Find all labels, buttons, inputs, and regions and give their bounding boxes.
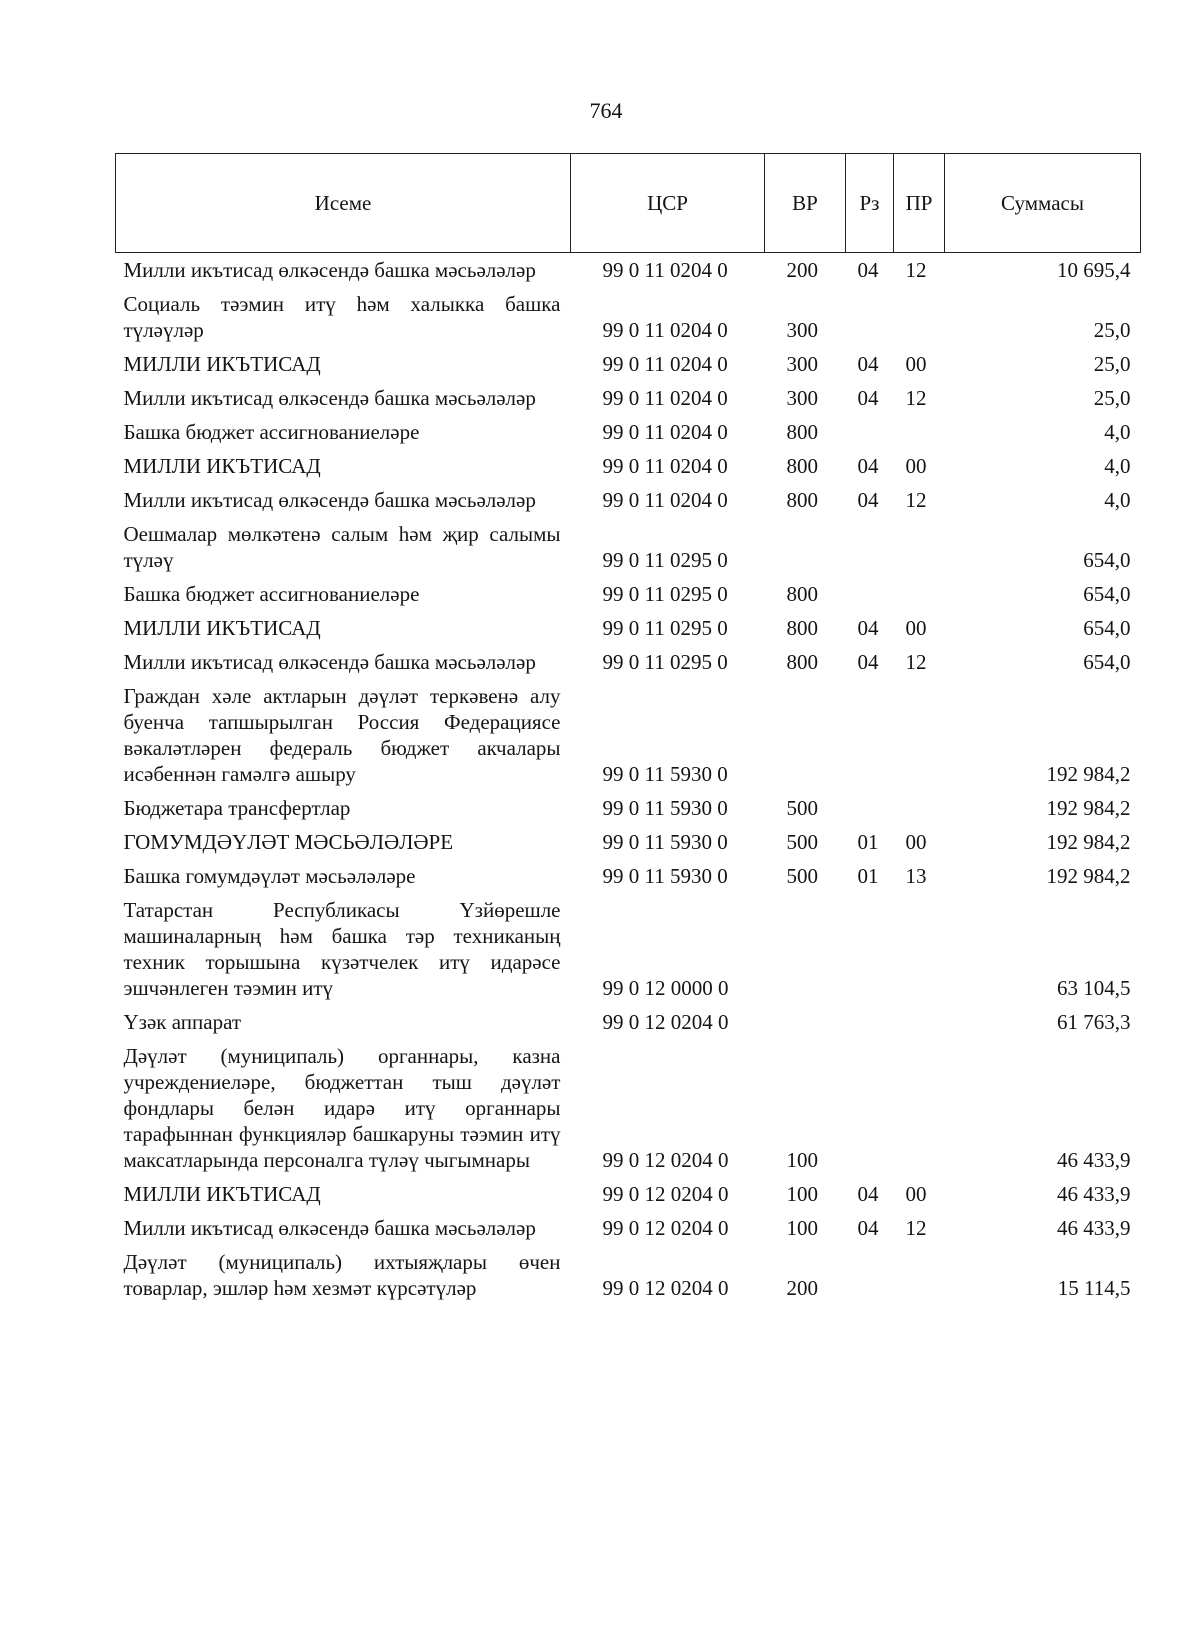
row-name: Социаль тәэмин итү һәм халыкка башка түләүләр	[123, 292, 561, 342]
row-pr	[894, 895, 945, 1007]
table-row	[116, 579, 1141, 613]
row-csr: 99 0 11 5930 0	[602, 864, 728, 888]
row-pr	[894, 793, 945, 827]
row-csr: 99 0 11 0295 0	[602, 616, 728, 640]
row-rz: 01	[857, 830, 879, 854]
row-vr: 300	[786, 318, 818, 342]
row-name: Дәүләт (муниципаль) органнары, казна учреждениеләре, бюджеттан тыш дәүләт фондлары белән идарә итү органнары тарафыннан функцияләр башкаруны тәэмин итү максатларында персоналга түләү чыгымнары	[123, 1044, 561, 1172]
table-row	[116, 383, 1141, 417]
row-csr: 99 0 11 0295 0	[602, 582, 728, 606]
row-pr: 12	[905, 650, 927, 674]
row-rz	[846, 417, 894, 451]
table-row	[116, 519, 1141, 579]
row-rz	[846, 793, 894, 827]
row-pr: 00	[905, 616, 927, 640]
row-pr	[894, 681, 945, 793]
row-vr	[765, 681, 846, 793]
header-name: Исеме	[116, 154, 571, 253]
row-vr: 800	[786, 616, 818, 640]
row-name: Башка гомумдәүләт мәсьәләләре	[123, 864, 416, 888]
row-csr: 99 0 11 5930 0	[602, 796, 728, 820]
row-vr: 200	[786, 1276, 818, 1300]
row-name: МИЛЛИ ИКЪТИСАД	[123, 1182, 321, 1206]
page-number: 764	[589, 98, 623, 123]
row-sum: 46 433,9	[1057, 1148, 1131, 1172]
row-rz	[846, 895, 894, 1007]
table-row	[116, 793, 1141, 827]
header-csr: ЦСР	[571, 154, 765, 253]
table-row	[116, 647, 1141, 681]
row-vr: 800	[786, 454, 818, 478]
row-name: Милли икътисад өлкәсендә башка мәсьәләләр	[123, 386, 536, 410]
row-vr: 300	[786, 386, 818, 410]
row-sum: 25,0	[1093, 386, 1131, 410]
row-csr: 99 0 11 0204 0	[602, 318, 728, 342]
row-pr: 12	[905, 1216, 927, 1240]
row-pr: 13	[905, 864, 927, 888]
row-csr: 99 0 11 0204 0	[602, 454, 728, 478]
row-rz: 04	[857, 650, 879, 674]
row-pr: 00	[905, 830, 927, 854]
row-rz	[846, 1041, 894, 1179]
row-vr: 800	[786, 650, 818, 674]
row-vr: 500	[786, 796, 818, 820]
row-name: Бюджетара трансфертлар	[123, 796, 351, 820]
row-pr: 12	[905, 386, 927, 410]
row-sum: 654,0	[1083, 582, 1131, 606]
table-row	[116, 1007, 1141, 1041]
table-row	[116, 1179, 1141, 1213]
row-vr: 100	[786, 1216, 818, 1240]
row-vr: 100	[786, 1182, 818, 1206]
row-csr: 99 0 11 0295 0	[602, 650, 728, 674]
row-name: Дәүләт (муниципаль) ихтыяҗлары өчен товарлар, эшләр һәм хезмәт күрсәтүләр	[123, 1250, 561, 1300]
table-header-row	[116, 154, 1141, 253]
row-rz: 04	[857, 1182, 879, 1206]
table-row	[116, 485, 1141, 519]
table-row	[116, 451, 1141, 485]
row-csr: 99 0 12 0204 0	[602, 1276, 729, 1300]
row-csr: 99 0 11 0204 0	[602, 352, 728, 376]
row-sum: 15 114,5	[1057, 1276, 1131, 1300]
row-sum: 25,0	[1093, 318, 1131, 342]
table-row	[116, 1041, 1141, 1179]
header-vr: ВР	[765, 154, 846, 253]
row-csr: 99 0 11 0204 0	[602, 258, 728, 282]
row-rz: 04	[857, 386, 879, 410]
row-sum: 4,0	[1104, 420, 1131, 444]
row-name: Татарстан Республикасы Үзйөрешле машиналарның һәм башка тәр техниканың техник торышына күзәтчелек итү идарәсе эшчәнлеген тәэмин итү	[123, 898, 561, 1000]
row-pr	[894, 289, 945, 349]
row-name: Башка бюджет ассигнованиеләре	[123, 420, 420, 444]
row-pr: 00	[905, 454, 927, 478]
row-vr: 800	[786, 420, 818, 444]
row-vr: 300	[786, 352, 818, 376]
row-name: МИЛЛИ ИКЪТИСАД	[123, 616, 321, 640]
row-vr	[765, 519, 846, 579]
row-sum: 192 984,2	[1046, 830, 1131, 854]
row-csr: 99 0 12 0204 0	[602, 1216, 729, 1240]
table-row	[116, 827, 1141, 861]
row-sum: 654,0	[1083, 650, 1131, 674]
row-pr: 00	[905, 1182, 927, 1206]
row-name: Милли икътисад өлкәсендә башка мәсьәләләр	[123, 258, 536, 282]
row-rz: 04	[857, 616, 879, 640]
row-rz: 04	[857, 454, 879, 478]
row-rz: 01	[857, 864, 879, 888]
row-sum: 25,0	[1093, 352, 1131, 376]
row-name: Башка бюджет ассигнованиеләре	[123, 582, 420, 606]
row-pr	[894, 519, 945, 579]
table-row	[116, 895, 1141, 1007]
row-rz	[846, 1007, 894, 1041]
header-rz: Рз	[846, 154, 894, 253]
row-name: Граждан хәле актларын дәүләт теркәвенә алу буенча тапшырылган Россия Федерациясе вәкаләтләрен федераль бюджет акчалары исәбеннән гамәлгә ашыру	[123, 684, 561, 786]
row-rz	[846, 1247, 894, 1307]
row-csr: 99 0 12 0204 0	[602, 1010, 729, 1034]
row-csr: 99 0 12 0000 0	[602, 976, 729, 1000]
row-vr: 800	[786, 582, 818, 606]
row-rz: 04	[857, 352, 879, 376]
row-sum: 4,0	[1104, 488, 1131, 512]
row-vr	[765, 1007, 846, 1041]
header-sum: Суммасы	[945, 154, 1141, 253]
header-pr: ПР	[894, 154, 945, 253]
row-vr: 500	[786, 830, 818, 854]
row-sum: 192 984,2	[1046, 762, 1131, 786]
row-sum: 4,0	[1104, 454, 1131, 478]
row-sum: 61 763,3	[1057, 1010, 1131, 1034]
row-vr: 800	[786, 488, 818, 512]
table-row	[116, 1213, 1141, 1247]
row-rz: 04	[857, 1216, 879, 1240]
row-name: МИЛЛИ ИКЪТИСАД	[123, 454, 321, 478]
row-csr: 99 0 11 0204 0	[602, 386, 728, 410]
row-pr	[894, 1041, 945, 1179]
row-name: Оешмалар мөлкәтенә салым һәм җир салымы түләү	[123, 522, 561, 572]
row-sum: 192 984,2	[1046, 864, 1131, 888]
row-sum: 63 104,5	[1057, 976, 1131, 1000]
row-name: Үзәк аппарат	[123, 1010, 242, 1034]
row-rz: 04	[857, 258, 879, 282]
row-csr: 99 0 11 0295 0	[602, 548, 728, 572]
row-rz	[846, 579, 894, 613]
row-csr: 99 0 11 0204 0	[602, 420, 728, 444]
row-sum: 654,0	[1083, 616, 1131, 640]
row-sum: 46 433,9	[1057, 1182, 1131, 1206]
row-pr	[894, 1247, 945, 1307]
row-pr	[894, 417, 945, 451]
row-vr: 100	[786, 1148, 818, 1172]
table-row	[116, 681, 1141, 793]
row-pr	[894, 579, 945, 613]
row-sum: 654,0	[1083, 548, 1131, 572]
row-name: Милли икътисад өлкәсендә башка мәсьәләләр	[123, 1216, 536, 1240]
table-row	[116, 861, 1141, 895]
table-row	[116, 349, 1141, 383]
table-body	[116, 253, 1141, 1308]
row-sum: 10 695,4	[1057, 258, 1131, 282]
row-csr: 99 0 11 5930 0	[602, 830, 728, 854]
table-row	[116, 1247, 1141, 1307]
row-vr: 500	[786, 864, 818, 888]
row-pr	[894, 1007, 945, 1041]
row-pr: 12	[905, 258, 927, 282]
row-sum: 46 433,9	[1057, 1216, 1131, 1240]
row-rz: 04	[857, 488, 879, 512]
row-name: МИЛЛИ ИКЪТИСАД	[123, 352, 321, 376]
row-name: Милли икътисад өлкәсендә башка мәсьәләләр	[123, 650, 536, 674]
row-csr: 99 0 12 0204 0	[602, 1148, 729, 1172]
row-rz	[846, 681, 894, 793]
row-pr: 12	[905, 488, 927, 512]
row-csr: 99 0 12 0204 0	[602, 1182, 729, 1206]
row-rz	[846, 519, 894, 579]
row-vr	[765, 895, 846, 1007]
row-csr: 99 0 11 5930 0	[602, 762, 728, 786]
row-name: ГОМУМДӘҮЛӘТ МӘСЬӘЛӘЛӘРЕ	[123, 830, 454, 854]
row-csr: 99 0 11 0204 0	[602, 488, 728, 512]
row-rz	[846, 289, 894, 349]
row-name: Милли икътисад өлкәсендә башка мәсьәләләр	[123, 488, 536, 512]
row-vr: 200	[786, 258, 818, 282]
row-pr: 00	[905, 352, 927, 376]
table-row	[116, 253, 1141, 290]
table-row	[116, 417, 1141, 451]
row-sum: 192 984,2	[1046, 796, 1131, 820]
table-row	[116, 289, 1141, 349]
budget-table	[115, 153, 1141, 1307]
table-row	[116, 613, 1141, 647]
